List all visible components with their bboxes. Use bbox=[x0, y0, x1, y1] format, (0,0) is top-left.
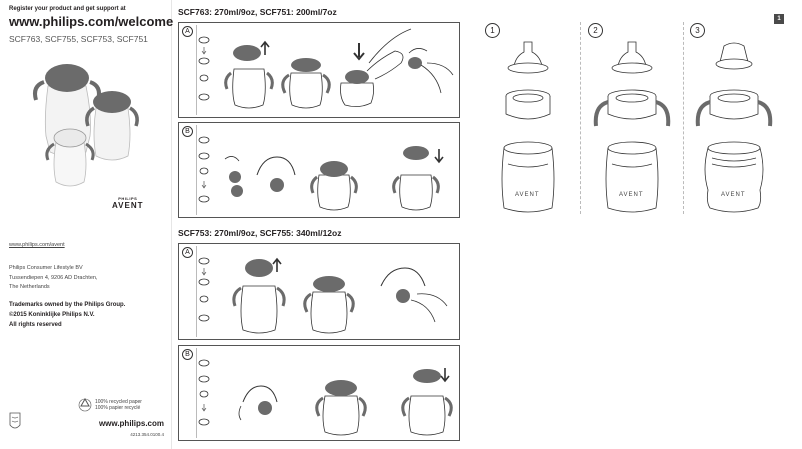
trademark-line: Trademarks owned by the Philips Group. bbox=[9, 302, 126, 308]
section-title-scf763-scf751: SCF763: 270ml/9oz, SCF751: 200ml/7oz bbox=[178, 7, 337, 17]
brand-small: PHILIPS bbox=[118, 196, 138, 201]
step-number-3: 3 bbox=[690, 23, 705, 38]
step-number-1: 1 bbox=[485, 23, 500, 38]
panel-letter-b: B bbox=[182, 349, 193, 360]
column-divider bbox=[683, 22, 684, 214]
trademark-line: All rights reserved bbox=[9, 322, 62, 328]
bottle-brand-label-3: AVENT bbox=[721, 192, 746, 198]
address-line: Philips Consumer Lifestyle BV bbox=[9, 265, 83, 271]
welcome-url: www.philips.com/welcome bbox=[9, 14, 174, 29]
section-title-scf753-scf755: SCF753: 270ml/9oz, SCF755: 340ml/12oz bbox=[178, 228, 342, 238]
product-cups-illustration bbox=[24, 56, 154, 196]
panel-2a bbox=[178, 243, 460, 340]
address-line: Tussendiepen 4, 9206 AD Drachten, bbox=[9, 274, 98, 281]
step-1-parts-illustration bbox=[488, 40, 568, 216]
recycled-paper-notice bbox=[78, 398, 142, 412]
step-2-parts-illustration bbox=[592, 40, 672, 216]
panel-1b bbox=[178, 122, 460, 218]
panel-2b bbox=[178, 345, 460, 441]
recycle-text-fr: 100% papier recyclé bbox=[95, 405, 141, 411]
disassembly-illustration-1a bbox=[179, 23, 459, 117]
address-line: The Netherlands bbox=[9, 284, 50, 290]
left-column bbox=[0, 0, 172, 449]
recycle-text-en: 100% recycled paper bbox=[95, 399, 142, 405]
recycle-icon bbox=[78, 398, 92, 412]
bottle-brand-label-2: AVENT bbox=[619, 192, 644, 198]
philips-shield-icon bbox=[9, 411, 21, 433]
page-number-badge: 1 bbox=[774, 14, 784, 24]
assembly-illustration-1b bbox=[179, 123, 459, 217]
document-number: 4213.354.0100.4 bbox=[130, 432, 164, 437]
trademark-line: ©2015 Koninklijke Philips N.V. bbox=[9, 312, 95, 318]
disassembly-illustration-2a bbox=[179, 244, 459, 339]
avent-url[interactable]: www.philips.com/avent bbox=[9, 242, 65, 248]
trademark-notice bbox=[9, 300, 125, 330]
column-divider bbox=[580, 22, 581, 214]
brand-name: AVENT bbox=[112, 201, 144, 210]
step-number-2: 2 bbox=[588, 23, 603, 38]
step-3-parts-illustration bbox=[694, 40, 774, 216]
panel-1a bbox=[178, 22, 460, 118]
register-line: Register your product and get support at bbox=[9, 6, 126, 12]
panel-letter-b: B bbox=[182, 126, 193, 137]
panel-letter-a: A bbox=[182, 26, 193, 37]
bottle-brand-label-1: AVENT bbox=[515, 192, 540, 198]
model-list: SCF763, SCF755, SCF753, SCF751 bbox=[9, 34, 148, 44]
company-address bbox=[9, 264, 97, 293]
assembly-illustration-2b bbox=[179, 346, 459, 440]
panel-letter-a: A bbox=[182, 247, 193, 258]
philips-url[interactable]: www.philips.com bbox=[98, 419, 164, 428]
philips-avent-logo bbox=[112, 196, 144, 210]
